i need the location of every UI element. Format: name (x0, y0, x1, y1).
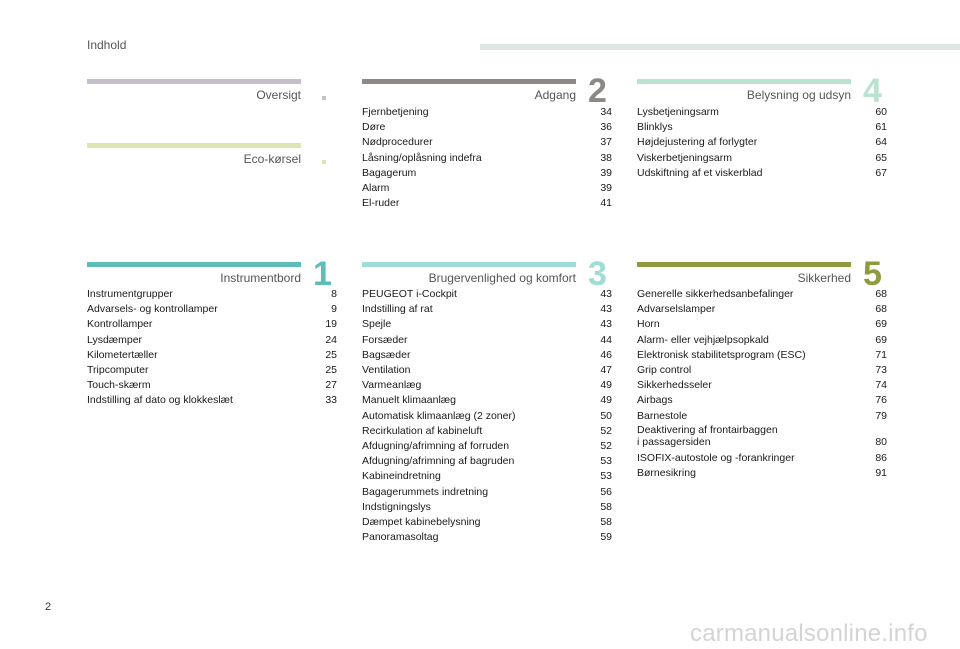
section-title: Adgang (534, 88, 576, 102)
toc-entry-label: Elektronisk stabilitetsprogram (ESC) (637, 348, 806, 361)
toc-entry-label: Grip control (637, 364, 692, 377)
toc-entry-page: 41 (600, 197, 612, 210)
toc-entry-page: 69 (875, 333, 887, 346)
toc-entry-label: PEUGEOT i-Cockpit (362, 288, 457, 300)
toc-entry-label: Recirkulation af kabineluft (362, 424, 483, 437)
toc-entry-page: 68 (875, 288, 887, 300)
toc-entry[interactable] (637, 302, 887, 317)
toc-entry-label: Horn (637, 318, 660, 331)
toc-entry-label: Bagagerum (362, 166, 417, 179)
section-number: 2 (588, 72, 607, 110)
toc-entry-page: 61 (875, 121, 887, 134)
toc-entry-page: 37 (600, 136, 612, 149)
toc-entry-page: 80 (875, 435, 887, 448)
toc-entry-label: Generelle sikkerhedsanbefalinger (637, 288, 794, 300)
section-number: 4 (863, 72, 882, 110)
toc-entry-label: Indstilling af dato og klokkeslæt (87, 394, 233, 407)
toc-entry-label: Kilometertæller (87, 348, 158, 361)
toc-entry-label: Ventilation (362, 364, 411, 377)
toc-entry[interactable] (637, 393, 887, 408)
toc-entry-label: Dæmpet kabinebelysning (362, 516, 481, 529)
toc-entry[interactable] (87, 287, 337, 302)
section-number: 1 (313, 255, 332, 293)
section-oversigt (87, 79, 301, 105)
toc-entry-label: Airbags (637, 394, 673, 407)
toc-entry[interactable] (87, 348, 337, 363)
toc-entry-page: 91 (875, 467, 887, 480)
section-bar (637, 79, 851, 84)
toc-entry-page: 69 (875, 318, 887, 331)
toc-entry-page: 64 (875, 136, 887, 149)
toc-entry[interactable] (362, 500, 612, 515)
toc-entry-label: Kontrollamper (87, 318, 153, 331)
toc-entry-label: Instrumentgrupper (87, 288, 173, 300)
toc-entry-page: 8 (331, 288, 337, 300)
header-bar (480, 44, 960, 50)
page-header-title: Indhold (87, 38, 127, 52)
section-bar (87, 262, 301, 267)
toc-entry-page: 46 (600, 348, 612, 361)
toc-entry[interactable] (362, 469, 612, 484)
section-title: Instrumentbord (220, 271, 301, 285)
section-title: Belysning og udsyn (746, 88, 851, 102)
toc-entry-label: Bagagerummets indretning (362, 485, 489, 498)
toc-entry[interactable] (87, 363, 337, 378)
section-bar (362, 262, 576, 267)
toc-entry-page: 58 (600, 500, 612, 513)
toc-entry-label: Bagsæder (362, 348, 411, 361)
toc-entry-page: 58 (600, 516, 612, 529)
toc-entry-page: 52 (600, 440, 612, 453)
section-number: 3 (588, 255, 607, 293)
toc-entry-page: 43 (600, 318, 612, 331)
toc-entry[interactable] (637, 135, 887, 150)
toc-entry-page: 44 (600, 333, 612, 346)
section-number: 5 (863, 255, 882, 293)
toc-entry[interactable] (362, 135, 612, 150)
toc-entry-label: Deaktivering af frontairbaggen i passagersiden (637, 423, 778, 448)
toc-entry-page: 9 (331, 303, 337, 316)
section-dot (322, 96, 326, 100)
section-brugervenlighed-og-komfort (362, 262, 576, 288)
toc-entry-page: 74 (875, 379, 887, 392)
toc-entry[interactable] (637, 120, 887, 135)
section-bar (87, 143, 301, 148)
toc-entry-page: 43 (600, 303, 612, 316)
toc-entry-page: 73 (875, 364, 887, 377)
toc-entry[interactable] (637, 451, 887, 466)
toc-entry[interactable] (637, 348, 887, 363)
toc-entry-label: Advarselslamper (637, 303, 716, 316)
toc-entry-label: ISOFIX-autostole og -forankringer (637, 451, 795, 464)
toc-entry-page: 34 (600, 106, 612, 118)
toc-entry[interactable] (87, 393, 337, 408)
toc-entry-label: Automatisk klimaanlæg (2 zoner) (362, 409, 516, 422)
toc-entry-label: Tripcomputer (87, 364, 149, 377)
toc-entry[interactable] (362, 120, 612, 135)
toc-entry[interactable] (362, 166, 612, 181)
toc-entry[interactable] (362, 287, 612, 302)
toc-entry-label: Døre (362, 121, 386, 134)
toc-entry-page: 27 (325, 379, 337, 392)
toc-entry-page: 39 (600, 166, 612, 179)
section-dot (322, 160, 326, 164)
toc-entry-label: Touch-skærm (87, 379, 151, 392)
toc-entry-page: 24 (325, 333, 337, 346)
toc-entry-page: 36 (600, 121, 612, 134)
toc-entry-page: 71 (875, 348, 887, 361)
toc-entry-page: 65 (875, 151, 887, 164)
section-title: Oversigt (256, 88, 301, 102)
toc-entry-page: 47 (600, 364, 612, 377)
toc-entry-page: 25 (325, 348, 337, 361)
toc-entry[interactable] (362, 439, 612, 454)
toc-entry-label: Udskiftning af et viskerblad (637, 166, 763, 179)
toc-entry[interactable] (637, 466, 887, 481)
watermark: carmanualsonline.info (690, 620, 928, 647)
toc-entry[interactable] (87, 317, 337, 332)
toc-entry[interactable] (362, 424, 612, 439)
toc-entry-label: Panoramasoltag (362, 531, 439, 544)
toc-entry[interactable] (362, 196, 612, 211)
toc-entry[interactable] (637, 166, 887, 181)
section-bar (87, 79, 301, 84)
toc-entry[interactable] (637, 424, 887, 451)
toc-entry-label: Viskerbetjeningsarm (637, 151, 732, 164)
toc-entry-label: Afdugning/afrimning af forruden (362, 440, 510, 453)
toc-entry-page: 38 (600, 151, 612, 164)
toc-entry-page: 39 (600, 182, 612, 195)
toc-entry[interactable] (637, 151, 887, 166)
toc-entry[interactable] (362, 302, 612, 317)
toc-entry[interactable] (87, 378, 337, 393)
section-title: Eco-kørsel (243, 152, 301, 166)
section-bar (362, 79, 576, 84)
toc-entry-page: 19 (325, 318, 337, 331)
toc-entry-page: 53 (600, 470, 612, 483)
toc-entry[interactable] (362, 393, 612, 408)
toc-entry-page: 67 (875, 166, 887, 179)
toc-list (637, 287, 887, 481)
section-sikkerhed (637, 262, 851, 288)
toc-entry-page: 86 (875, 451, 887, 464)
toc-entry-label: Manuelt klimaanlæg (362, 394, 456, 407)
toc-entry[interactable] (87, 302, 337, 317)
toc-entry-label: Fjernbetjening (362, 106, 429, 118)
toc-entry-label: Alarm (362, 182, 390, 195)
section-instrumentbord (87, 262, 301, 288)
toc-entry-page: 50 (600, 409, 612, 422)
toc-entry-label: Advarsels- og kontrollamper (87, 303, 218, 316)
toc-entry-page: 79 (875, 409, 887, 422)
toc-list (87, 287, 337, 409)
toc-list (637, 105, 887, 181)
toc-entry[interactable] (87, 333, 337, 348)
section-adgang (362, 79, 576, 105)
toc-entry[interactable] (362, 454, 612, 469)
toc-entry-label: Indstilling af rat (362, 303, 433, 316)
toc-entry[interactable] (637, 409, 887, 424)
toc-entry-label: El-ruder (362, 197, 400, 210)
toc-entry-page: 56 (600, 485, 612, 498)
page-number: 2 (45, 601, 52, 613)
toc-entry[interactable] (637, 287, 887, 302)
toc-entry[interactable] (637, 317, 887, 332)
toc-entry-label: Spejle (362, 318, 392, 331)
toc-entry-label: Blinklys (637, 121, 673, 134)
toc-entry[interactable] (362, 348, 612, 363)
toc-entry[interactable] (362, 485, 612, 500)
toc-entry[interactable] (637, 363, 887, 378)
toc-entry-page: 49 (600, 379, 612, 392)
toc-entry-label: Afdugning/afrimning af bagruden (362, 455, 515, 468)
toc-entry-label: Indstigningslys (362, 500, 431, 513)
toc-entry-page: 49 (600, 394, 612, 407)
toc-entry-label: Barnestole (637, 409, 688, 422)
toc-entry-page: 68 (875, 303, 887, 316)
toc-entry[interactable] (362, 151, 612, 166)
toc-entry-page: 60 (875, 106, 887, 118)
section-title: Sikkerhed (797, 271, 851, 285)
toc-entry[interactable] (362, 181, 612, 196)
toc-entry-page: 59 (600, 531, 612, 544)
toc-entry-label: Låsning/oplåsning indefra (362, 151, 482, 164)
toc-entry-page: 53 (600, 455, 612, 468)
toc-entry[interactable] (637, 333, 887, 348)
toc-entry[interactable] (362, 333, 612, 348)
toc-entry-label: Lysdæmper (87, 333, 143, 346)
toc-entry-label: Børnesikring (637, 467, 696, 480)
toc-entry-label: Nødprocedurer (362, 136, 433, 149)
toc-entry[interactable] (362, 363, 612, 378)
toc-entry-label: Alarm- eller vejhjælpsopkald (637, 333, 769, 346)
toc-entry-page: 33 (325, 394, 337, 407)
toc-list (362, 287, 612, 545)
toc-entry[interactable] (362, 105, 612, 120)
toc-entry-page: 76 (875, 394, 887, 407)
toc-entry-label: Lysbetjeningsarm (637, 106, 719, 118)
toc-list (362, 105, 612, 211)
toc-entry-label: Forsæder (362, 333, 408, 346)
toc-entry-label: Sikkerhedsseler (637, 379, 712, 392)
toc-entry[interactable] (362, 378, 612, 393)
toc-entry-page: 25 (325, 364, 337, 377)
section-belysning-og-udsyn (637, 79, 851, 105)
section-eco-korsel (87, 143, 301, 169)
toc-entry[interactable] (362, 530, 612, 545)
toc-entry-page: 43 (600, 288, 612, 300)
toc-entry[interactable] (637, 378, 887, 393)
toc-entry[interactable] (362, 409, 612, 424)
toc-entry-page: 52 (600, 424, 612, 437)
toc-entry-label: Kabineindretning (362, 470, 441, 483)
section-title: Brugervenlighed og komfort (428, 271, 576, 285)
toc-entry-label: Højdejustering af forlygter (637, 136, 758, 149)
section-bar (637, 262, 851, 267)
toc-entry-label: Varmeanlæg (362, 379, 422, 392)
toc-entry[interactable] (362, 317, 612, 332)
toc-entry[interactable] (362, 515, 612, 530)
toc-entry[interactable] (637, 105, 887, 120)
